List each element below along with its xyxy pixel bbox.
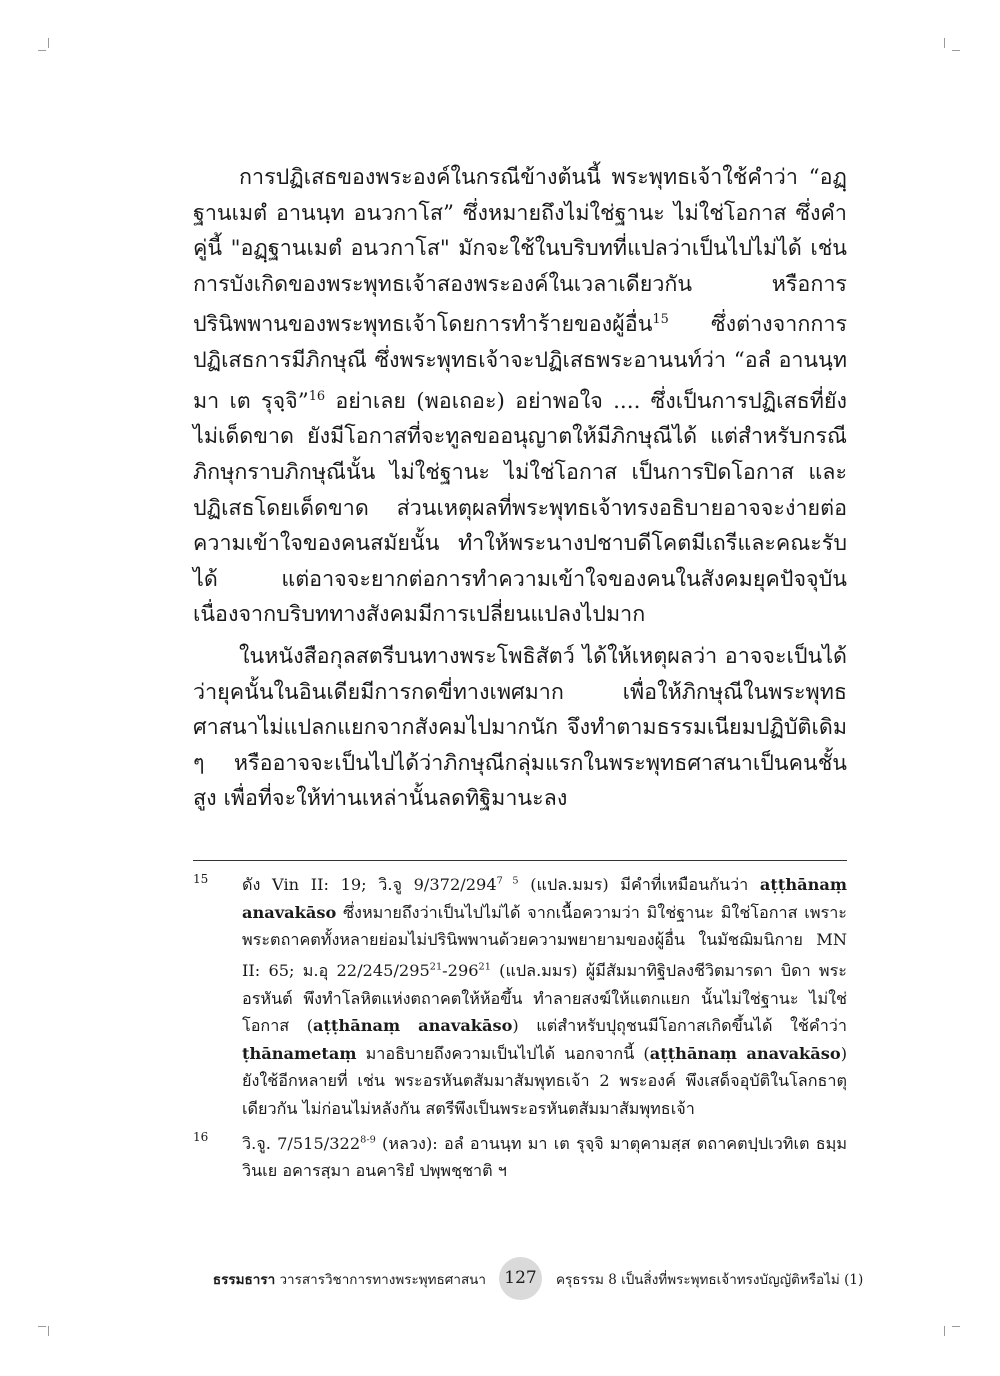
- term: aṭṭhānaṃ anavakāso: [242, 875, 847, 922]
- text-run: ซึ่งหมายถึงว่าเป็นไปไม่ได้ จากเนื้อความว่า มิใช่ฐานะ มิใช่โอกาส เพราะพระตถาคตทั้งหลายย่อมไม่ปรินิพพานด้วยความพยายามของผู้อื่น ในมัชฌิมนิกาย MN II: 65; ม.อุ 22/245/295: [242, 902, 847, 981]
- footnote-rule: [193, 860, 847, 861]
- footnote-number: 16: [193, 1130, 209, 1145]
- text-run: ดัง Vin II: 19; วิ.จู 9/372/294: [242, 875, 497, 895]
- crop-mark-top-right: [944, 38, 952, 52]
- text-run: ) แต่สำหรับปุถุชนมีโอกาสเกิดขึ้นได้ ใช้คำว่า: [512, 1016, 847, 1036]
- crop-mark-top-left-h: [38, 50, 46, 64]
- text-run: มาอธิบายถึงความเป็นไปได้ นอกจากนี้ (: [356, 1043, 650, 1063]
- text-run: -296: [442, 961, 479, 981]
- text-run: (แปล.มมร) มีคำที่เหมือนกันว่า: [518, 875, 760, 895]
- body-text: [193, 160, 847, 823]
- footnote-ref: 15: [652, 312, 669, 328]
- page-footer: [0, 1256, 1000, 1300]
- term: aṭṭhānaṃ anavakāso: [313, 1016, 513, 1036]
- footnote-15: [193, 868, 847, 1122]
- crop-mark-bottom-right: [944, 1326, 952, 1340]
- journal-name: ธรรมธารา: [212, 1272, 276, 1288]
- crop-mark-bottom-left-h: [38, 1326, 46, 1340]
- footnote-ref: 21: [429, 961, 443, 973]
- footnote-ref: 8-9: [360, 1134, 376, 1146]
- crop-mark-bottom-left: [48, 1326, 56, 1340]
- article-title: ครุธรรม 8 เป็นสิ่งที่พระพุทธเจ้าทรงบัญญัติหรือไม่ (1): [556, 1272, 864, 1288]
- term: aṭṭhānaṃ anavakāso: [649, 1043, 841, 1063]
- text-run: ) ยังใช้อีกหลายที่ เช่น พระอรหันตสัมมาสัมพุทธเจ้า 2 พระองค์ พึงเสด็จอุบัติในโลกธาตุเดียวกัน ไม่ก่อนไม่หลังกัน สตรีพึงเป็นพระอรหันตสัมมาสัมพุทธเจ้า: [242, 1043, 848, 1118]
- crop-mark-top-right-h: [952, 50, 960, 64]
- text-run: การปฏิเสธของพระองค์ในกรณีข้างต้นนี้ พระพุทธเจ้าใช้คำว่า “อฏฺฐานเมตํ อานนฺท อนวกาโส” ซึ่งหมายถึงไม่ใช่ฐานะ ไม่ใช่โอกาส ซึ่งคำคู่นี้ "อฏฺฐานเมตํ อนวกาโส" มักจะใช้ในบริบทที่แปลว่าเป็นไปไม่ได้ เช่น การบังเกิดของพระพุทธเจ้าสองพระองค์ในเวลาเดียวกัน หรือการปรินิพพานของพระพุทธเจ้าโดยการทำร้ายของผู้อื่น: [193, 165, 847, 338]
- page-number: 127: [499, 1257, 542, 1300]
- footnote-number: 15: [193, 872, 209, 886]
- crop-mark-top-left: [48, 38, 56, 52]
- footnote-16: [193, 1126, 847, 1184]
- text-run: (แปล.มมร) ผู้มีสัมมาทิฐิปลงชีวิตมารดา บิดา พระอรหันต์ พึงทำโลหิตแห่งตถาคตให้ห้อขึ้น ทำลายสงฆ์ให้แตกแยก นั้นไม่ใช่ฐานะ ไม่ใช่โอกาส (: [242, 961, 847, 1036]
- footnote-text: [242, 875, 847, 1117]
- text-run: วิ.จู. 7/515/322: [242, 1133, 361, 1153]
- footnote-text: [242, 1134, 847, 1181]
- text-run: (หลวง): อลํ อานนฺท มา เต รุจฺจิ มาตุคามสฺส ตถาคตปฺปเวทิเต ธมฺมวินเย อคารสฺมา อนคาริยํ ปพฺพชฺชาติ ฯ: [242, 1133, 848, 1181]
- term: ṭhānametaṃ: [242, 1043, 357, 1063]
- paragraph-2: [193, 639, 847, 817]
- journal-label: [213, 1268, 486, 1290]
- footnote-ref: 21: [478, 961, 491, 973]
- paragraph-1: [193, 160, 847, 633]
- footnote-ref: 16: [308, 388, 326, 404]
- text-run: ในหนังสือกุลสตรีบนทางพระโพธิสัตว์ ได้ให้เหตุผลว่า อาจจะเป็นได้ว่ายุคนั้นในอินเดียมีการกดขี่ทางเพศมาก เพื่อให้ภิกษุณีในพระพุทธศาสนาไม่แปลกแยกจากสังคมไปมากนัก จึงทำตามธรรมเนียมปฏิบัติเดิม ๆ หรืออาจจะเป็นไปได้ว่าภิกษุณีกลุ่มแรกในพระพุทธศาสนาเป็นคนชั้นสูง เพื่อที่จะให้ท่านเหล่านั้นลดทิฐิมานะลง: [193, 644, 847, 812]
- text-run: ซึ่งต่างจากการปฏิเสธการมีภิกษุณี ซึ่งพระพุทธเจ้าจะปฏิเสธพระอานนท์ว่า “อลํ อานนฺท มา เต รุจฺจิ”: [193, 312, 847, 414]
- footnotes: [193, 868, 847, 1189]
- crop-mark-bottom-right-h: [952, 1326, 960, 1340]
- journal-subtitle: วารสารวิชาการทางพระพุทธศาสนา: [279, 1272, 486, 1288]
- footnote-ref: 7 5: [496, 876, 519, 887]
- text-run: อย่าเลย (พอเถอะ) อย่าพอใจ .... ซึ่งเป็นการปฏิเสธที่ยังไม่เด็ดขาด ยังมีโอกาสที่จะทูลขออนุญาตให้มีภิกษุณีได้ แต่สำหรับกรณีภิกษุกราบภิกษุณีนั้น ไม่ใช่ฐานะ ไม่ใช่โอกาส เป็นการปิดโอกาส และปฏิเสธโดยเด็ดขาด ส่วนเหตุผลที่พระพุทธเจ้าทรงอธิบายอาจจะง่ายต่อความเข้าใจของคนสมัยนั้น ทำให้พระนางปชาบดีโคตมีเถรีและคณะรับได้ แต่อาจจะยากต่อการทำความเข้าใจของคนในสังคมยุคปัจจุบัน เนื่องจากบริบททางสังคมมีการเปลี่ยนแปลงไปมาก: [193, 388, 847, 628]
